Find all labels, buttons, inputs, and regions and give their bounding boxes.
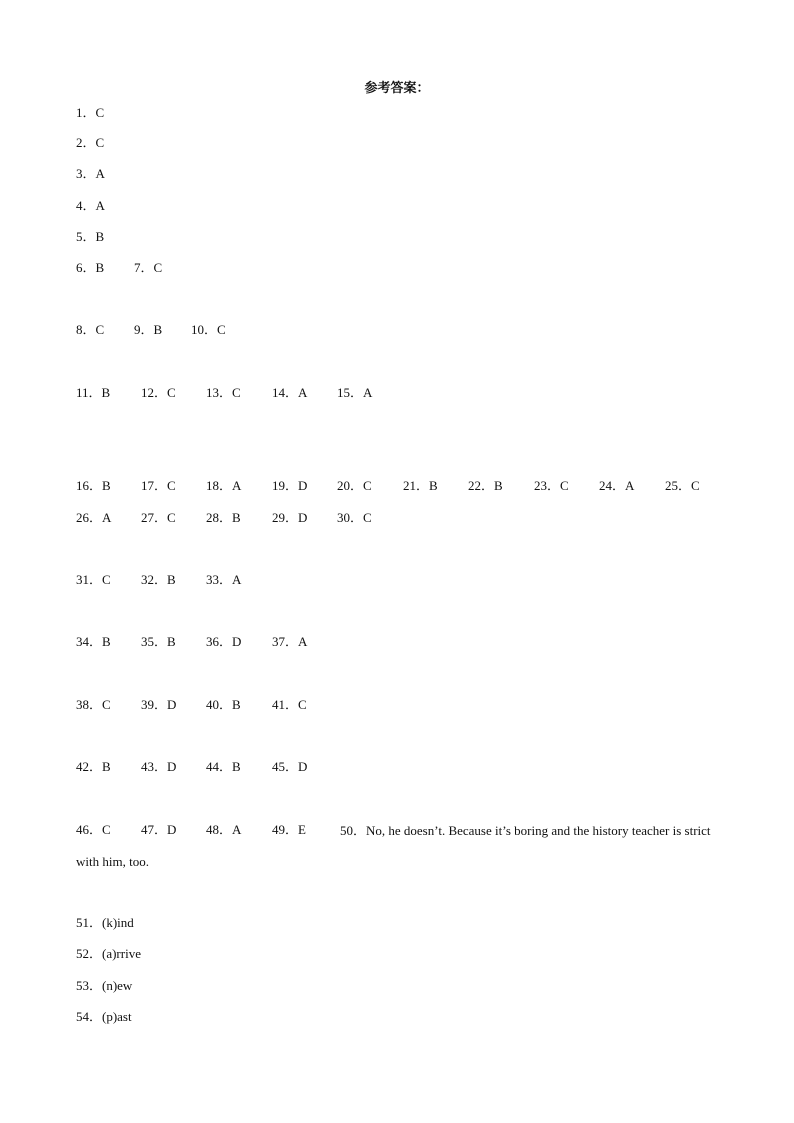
answer-item: 14．A xyxy=(272,385,308,400)
answer-item: 21．B xyxy=(403,478,438,493)
answer-item: 11．B xyxy=(76,385,111,400)
answer-item: 4．A xyxy=(76,198,105,213)
answer-item: 53．(n)ew xyxy=(76,978,133,993)
answer-item: 8．C xyxy=(76,322,105,337)
answer-item: 1．C xyxy=(76,105,105,120)
answer-item-long: 50．No, he doesn’t. Because it’s boring and the history teacher is strict with him, too. xyxy=(76,823,711,869)
answer-item: 36．D xyxy=(206,634,242,649)
answer-item: 52．(a)rrive xyxy=(76,946,141,961)
answer-item: 29．D xyxy=(272,510,308,525)
answer-item: 44．B xyxy=(206,759,241,774)
answer-item: 31．C xyxy=(76,572,111,587)
answer-item: 17．C xyxy=(141,478,176,493)
answer-item: 43．D xyxy=(141,759,177,774)
answer-item: 16．B xyxy=(76,478,111,493)
answer-item: 47．D xyxy=(141,822,177,837)
answer-item: 24．A xyxy=(599,478,635,493)
answer-item: 5．B xyxy=(76,229,105,244)
answer-item: 27．C xyxy=(141,510,176,525)
answer-item: 12．C xyxy=(141,385,176,400)
answer-item: 35．B xyxy=(141,634,176,649)
answer-item: 34．B xyxy=(76,634,111,649)
answer-item: 41．C xyxy=(272,697,307,712)
page-title: 参考答案： xyxy=(364,81,430,96)
answer-item: 6．B xyxy=(76,260,105,275)
answer-item: 33．A xyxy=(206,572,242,587)
answer-item: 49．E xyxy=(272,822,306,837)
answer-item: 10．C xyxy=(191,322,226,337)
answer-item: 28．B xyxy=(206,510,241,525)
answer-item: 13．C xyxy=(206,385,241,400)
answer-item: 3．A xyxy=(76,166,105,181)
answer-item: 7．C xyxy=(134,260,163,275)
answer-item: 39．D xyxy=(141,697,177,712)
answer-item: 42．B xyxy=(76,759,111,774)
answer-item: 38．C xyxy=(76,697,111,712)
answer-item: 48．A xyxy=(206,822,242,837)
answer-item: 22．B xyxy=(468,478,503,493)
answer-item: 2．C xyxy=(76,135,105,150)
answer-item: 40．B xyxy=(206,697,241,712)
answer-item: 54．(p)ast xyxy=(76,1009,132,1024)
answer-item: 23．C xyxy=(534,478,569,493)
answer-item: 15．A xyxy=(337,385,373,400)
answer-item: 37．A xyxy=(272,634,308,649)
answer-item: 18．A xyxy=(206,478,242,493)
answer-item: 19．D xyxy=(272,478,308,493)
answer-item: 26．A xyxy=(76,510,112,525)
answer-item: 51．(k)ind xyxy=(76,915,134,930)
answer-item: 20．C xyxy=(337,478,372,493)
answer-item: 30．C xyxy=(337,510,372,525)
answer-item: 45．D xyxy=(272,759,308,774)
answer-item: 32．B xyxy=(141,572,176,587)
answer-item: 25．C xyxy=(665,478,700,493)
answer-item: 9．B xyxy=(134,322,163,337)
answer-item: 46．C xyxy=(76,822,111,837)
